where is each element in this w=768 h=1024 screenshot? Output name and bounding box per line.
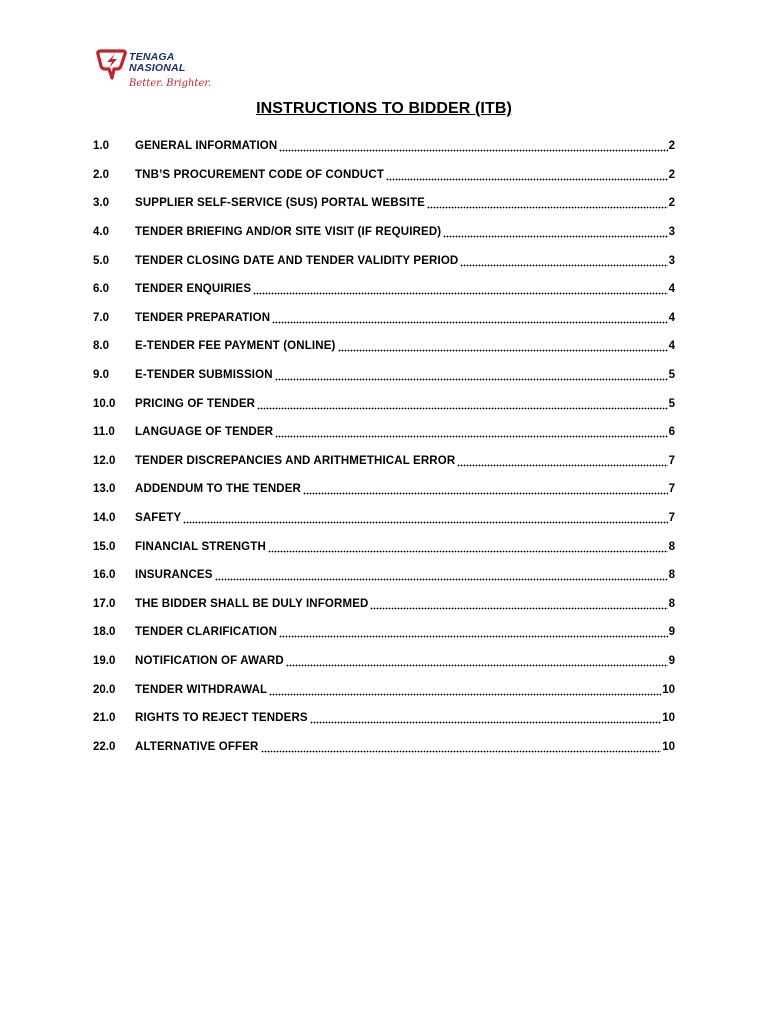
- toc-entry-title: E-TENDER SUBMISSION: [135, 369, 273, 382]
- toc-entry[interactable]: [93, 246, 675, 275]
- toc-entry[interactable]: [93, 132, 675, 161]
- toc-dot-leader: [279, 141, 667, 153]
- toc-entry[interactable]: [93, 389, 675, 418]
- toc-entry-number: 8.0: [93, 340, 109, 353]
- tnb-lightning-logo-icon: [96, 48, 128, 82]
- toc-dot-leader: [443, 227, 667, 239]
- toc-dot-leader: [269, 685, 661, 697]
- toc-entry-page: 4: [668, 283, 675, 296]
- toc-dot-leader: [310, 713, 661, 725]
- toc-entry-title: TENDER PREPARATION: [135, 311, 271, 324]
- toc-entry-page: 3: [668, 254, 675, 267]
- toc-entry-number: 11.0: [93, 426, 115, 439]
- toc-entry-title: SAFETY: [135, 512, 182, 525]
- toc-entry-page: 4: [668, 311, 675, 324]
- toc-entry-number: 2.0: [93, 168, 109, 181]
- toc-entry-title: THE BIDDER SHALL BE DULY INFORMED: [135, 597, 369, 610]
- toc-dot-leader: [272, 313, 667, 325]
- toc-entry[interactable]: [93, 675, 675, 704]
- toc-entry-title: RIGHTS TO REJECT TENDERS: [135, 712, 308, 725]
- toc-entry-title: ADDENDUM TO THE TENDER: [135, 483, 302, 496]
- toc-entry-number: 1.0: [93, 140, 109, 153]
- toc-dot-leader: [257, 399, 667, 411]
- toc-entry-number: 3.0: [93, 197, 109, 210]
- toc-entry-title: TENDER CLARIFICATION: [135, 626, 278, 639]
- toc-entry-number: 17.0: [93, 597, 116, 610]
- toc-dot-leader: [215, 570, 668, 582]
- toc-entry[interactable]: [93, 475, 675, 504]
- toc-entry-number: 10.0: [93, 397, 116, 410]
- toc-dot-leader: [460, 256, 667, 268]
- company-logo: [96, 44, 218, 100]
- toc-entry-page: 5: [668, 397, 675, 410]
- toc-entry[interactable]: [93, 275, 675, 304]
- toc-entry-number: 5.0: [93, 254, 109, 267]
- toc-entry-number: 13.0: [93, 483, 116, 496]
- toc-entry-title: TENDER WITHDRAWAL: [135, 683, 268, 696]
- toc-entry[interactable]: [93, 161, 675, 190]
- toc-entry-page: 2: [668, 168, 675, 181]
- toc-entry-number: 20.0: [93, 683, 116, 696]
- toc-entry[interactable]: [93, 618, 675, 647]
- toc-entry[interactable]: [93, 647, 675, 676]
- toc-entry[interactable]: [93, 732, 675, 761]
- toc-entry-number: 18.0: [93, 626, 116, 639]
- toc-entry-number: 19.0: [93, 654, 116, 667]
- toc-entry-number: 9.0: [93, 369, 109, 382]
- toc-entry-title: GENERAL INFORMATION: [135, 140, 278, 153]
- toc-entry-title: TNB’S PROCUREMENT CODE OF CONDUCT: [135, 168, 385, 181]
- toc-dot-leader: [279, 627, 668, 639]
- toc-dot-leader: [261, 742, 662, 754]
- toc-entry[interactable]: [93, 332, 675, 361]
- toc-entry-title: E-TENDER FEE PAYMENT (ONLINE): [135, 340, 336, 353]
- toc-entry-page: 8: [668, 597, 675, 610]
- toc-entry[interactable]: [93, 590, 675, 619]
- toc-entry[interactable]: [93, 504, 675, 533]
- toc-entry-number: 22.0: [93, 740, 116, 753]
- toc-entry-page: 8: [668, 569, 675, 582]
- toc-entry-title: TENDER ENQUIRIES: [135, 283, 252, 296]
- toc-entry-title: FINANCIAL STRENGTH: [135, 540, 266, 553]
- toc-entry-page: 9: [668, 626, 675, 639]
- toc-entry-page: 2: [668, 140, 675, 153]
- toc-entry[interactable]: [93, 304, 675, 333]
- toc-entry-number: 4.0: [93, 226, 109, 239]
- toc-entry-page: 9: [668, 654, 675, 667]
- logo-tagline: Better. Brighter.: [129, 78, 212, 89]
- toc-entry-title: PRICING OF TENDER: [135, 397, 256, 410]
- toc-entry-page: 7: [668, 454, 675, 467]
- toc-entry[interactable]: [93, 218, 675, 247]
- toc-entry[interactable]: [93, 418, 675, 447]
- toc-dot-leader: [253, 284, 667, 296]
- toc-entry-title: INSURANCES: [135, 569, 213, 582]
- toc-entry[interactable]: [93, 189, 675, 218]
- toc-entry-page: 5: [668, 369, 675, 382]
- toc-entry[interactable]: [93, 447, 675, 476]
- toc-entry[interactable]: [93, 361, 675, 390]
- toc-entry[interactable]: [93, 561, 675, 590]
- toc-entry-number: 12.0: [93, 454, 116, 467]
- toc-dot-leader: [386, 170, 668, 182]
- logo-line-2: NASIONAL: [129, 62, 186, 74]
- toc-dot-leader: [338, 341, 668, 353]
- toc-entry-number: 15.0: [93, 540, 116, 553]
- toc-dot-leader: [183, 513, 667, 525]
- logo-line-1: TENAGA: [129, 51, 175, 63]
- toc-entry-number: 14.0: [93, 512, 116, 525]
- toc-dot-leader: [370, 599, 667, 611]
- toc-entry-title: ALTERNATIVE OFFER: [135, 740, 259, 753]
- toc-entry-number: 16.0: [93, 569, 116, 582]
- toc-entry-title: TENDER DISCREPANCIES AND ARITHMETHICAL ERROR: [135, 454, 456, 467]
- toc-entry-number: 6.0: [93, 283, 109, 296]
- toc-entry-page: 10: [662, 740, 675, 753]
- toc-entry-page: 4: [668, 340, 675, 353]
- toc-dot-leader: [268, 542, 668, 554]
- toc-entry-title: TENDER BRIEFING AND/OR SITE VISIT (IF REQUIRED): [135, 226, 442, 239]
- toc-entry-title: TENDER CLOSING DATE AND TENDER VALIDITY PERIOD: [135, 254, 459, 267]
- toc-entry-page: 2: [668, 197, 675, 210]
- toc-entry-page: 6: [668, 426, 675, 439]
- toc-dot-leader: [427, 198, 668, 210]
- toc-entry-page: 7: [668, 512, 675, 525]
- table-of-contents: [93, 132, 675, 761]
- toc-entry-page: 3: [668, 226, 675, 239]
- toc-entry-number: 7.0: [93, 311, 109, 324]
- toc-entry-number: 21.0: [93, 712, 116, 725]
- toc-dot-leader: [457, 456, 667, 468]
- toc-entry[interactable]: [93, 704, 675, 733]
- toc-entry-title: SUPPLIER SELF-SERVICE (SUS) PORTAL WEBSITE: [135, 197, 425, 210]
- toc-entry-page: 8: [668, 540, 675, 553]
- toc-dot-leader: [275, 427, 667, 439]
- toc-dot-leader: [286, 656, 668, 668]
- toc-entry[interactable]: [93, 532, 675, 561]
- toc-entry-page: 7: [668, 483, 675, 496]
- toc-dot-leader: [303, 484, 668, 496]
- toc-entry-title: NOTIFICATION OF AWARD: [135, 654, 284, 667]
- page-title: INSTRUCTIONS TO BIDDER (ITB): [256, 100, 512, 117]
- toc-entry-page: 10: [662, 712, 675, 725]
- toc-dot-leader: [275, 370, 668, 382]
- toc-entry-title: LANGUAGE OF TENDER: [135, 426, 274, 439]
- toc-entry-page: 10: [662, 683, 675, 696]
